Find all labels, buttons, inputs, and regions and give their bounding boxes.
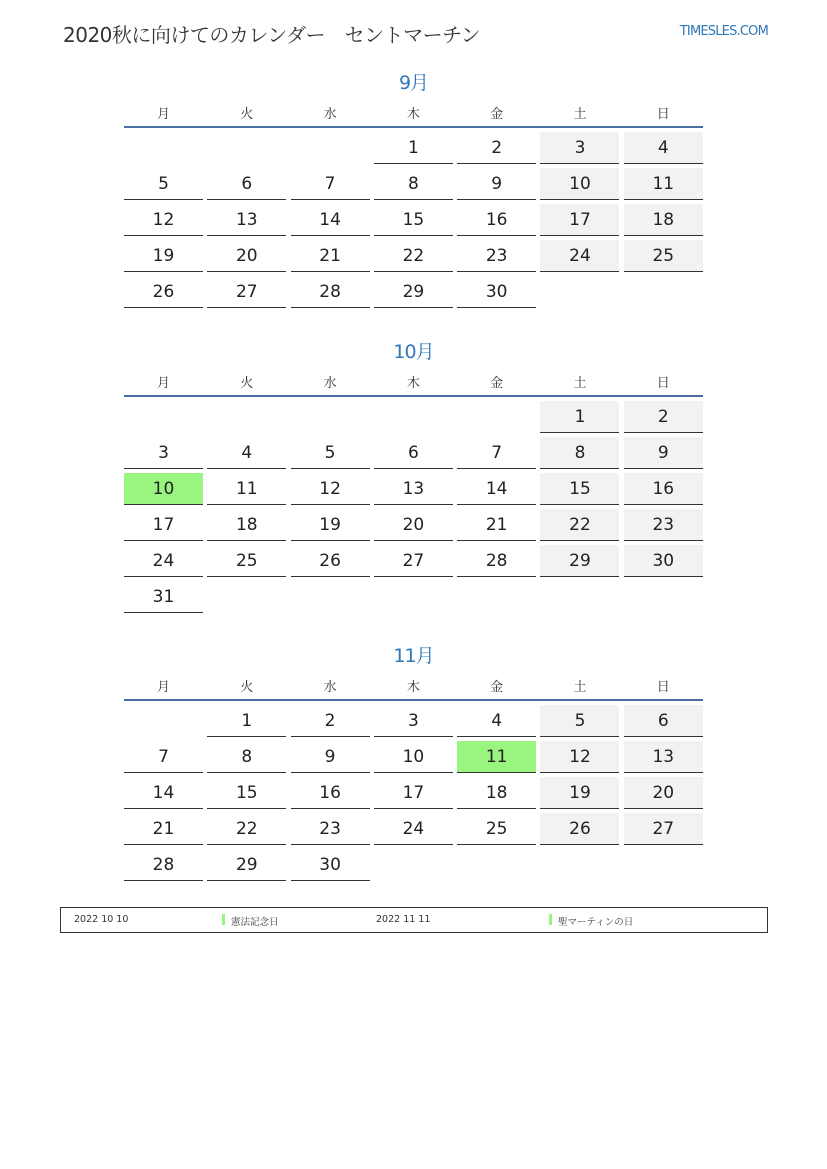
weekday-label: 金 xyxy=(490,106,504,122)
day-cell: 24 xyxy=(540,240,619,272)
day-cell: 6 xyxy=(374,437,453,469)
empty-cell xyxy=(291,401,370,432)
day-cell: 29 xyxy=(540,545,619,577)
day-cell: 14 xyxy=(124,777,203,809)
weekday-label: 金 xyxy=(490,375,504,391)
empty-cell xyxy=(124,132,203,163)
day-cell: 24 xyxy=(124,545,203,577)
weekday-label: 火 xyxy=(240,375,254,391)
day-cell: 19 xyxy=(291,509,370,541)
day-cell: 27 xyxy=(374,545,453,577)
day-grid xyxy=(124,401,703,617)
day-cell: 5 xyxy=(540,705,619,737)
day-cell: 18 xyxy=(624,204,703,236)
empty-cell xyxy=(124,705,203,736)
day-cell: 7 xyxy=(457,437,536,469)
empty-cell xyxy=(207,401,286,432)
weekday-header xyxy=(124,671,703,701)
day-cell: 17 xyxy=(124,509,203,541)
day-cell: 24 xyxy=(374,813,453,845)
day-cell: 13 xyxy=(207,204,286,236)
day-cell: 8 xyxy=(374,168,453,200)
empty-cell xyxy=(291,132,370,163)
day-cell: 10 xyxy=(374,741,453,773)
weekday-label: 日 xyxy=(656,679,670,695)
day-cell: 12 xyxy=(124,204,203,236)
day-cell: 15 xyxy=(540,473,619,505)
month-november xyxy=(124,641,703,885)
weekday-label: 木 xyxy=(406,679,420,695)
day-cell: 6 xyxy=(624,705,703,737)
month-title: 10月 xyxy=(393,341,434,363)
day-cell: 27 xyxy=(207,276,286,308)
day-cell: 16 xyxy=(457,204,536,236)
day-cell: 23 xyxy=(624,509,703,541)
month-september xyxy=(124,68,703,312)
empty-cell xyxy=(374,401,453,432)
day-cell: 5 xyxy=(291,437,370,469)
day-cell: 2 xyxy=(457,132,536,164)
day-cell: 30 xyxy=(457,276,536,308)
day-cell: 13 xyxy=(624,741,703,773)
day-cell: 21 xyxy=(124,813,203,845)
holiday-day-cell: 10 xyxy=(124,473,203,505)
day-cell: 20 xyxy=(624,777,703,809)
day-cell: 26 xyxy=(540,813,619,845)
day-cell: 9 xyxy=(291,741,370,773)
holiday-marker xyxy=(549,914,552,925)
day-cell: 21 xyxy=(457,509,536,541)
weekday-label: 月 xyxy=(156,679,170,695)
weekday-label: 木 xyxy=(406,106,420,122)
weekday-label: 火 xyxy=(240,679,254,695)
weekday-label: 土 xyxy=(573,106,587,122)
month-title: 11月 xyxy=(393,645,434,667)
day-cell: 11 xyxy=(207,473,286,505)
day-cell: 11 xyxy=(624,168,703,200)
legend-date-1: 2022 10 10 xyxy=(74,914,129,925)
day-cell: 3 xyxy=(124,437,203,469)
holiday-day-cell: 11 xyxy=(457,741,536,773)
day-cell: 28 xyxy=(457,545,536,577)
day-cell: 14 xyxy=(291,204,370,236)
day-cell: 6 xyxy=(207,168,286,200)
weekday-header xyxy=(124,98,703,128)
day-cell: 2 xyxy=(291,705,370,737)
day-cell: 31 xyxy=(124,581,203,613)
day-cell: 15 xyxy=(374,204,453,236)
day-grid xyxy=(124,132,703,312)
day-cell: 25 xyxy=(457,813,536,845)
day-cell: 25 xyxy=(207,545,286,577)
day-cell: 12 xyxy=(540,741,619,773)
day-cell: 13 xyxy=(374,473,453,505)
weekday-label: 日 xyxy=(656,106,670,122)
day-cell: 8 xyxy=(207,741,286,773)
day-cell: 28 xyxy=(291,276,370,308)
day-cell: 21 xyxy=(291,240,370,272)
day-cell: 4 xyxy=(457,705,536,737)
day-cell: 14 xyxy=(457,473,536,505)
day-cell: 19 xyxy=(124,240,203,272)
day-cell: 2 xyxy=(624,401,703,433)
day-cell: 7 xyxy=(124,741,203,773)
day-cell: 15 xyxy=(207,777,286,809)
page-title: 2020秋に向けてのカレンダー セントマーチン xyxy=(63,23,481,47)
day-cell: 5 xyxy=(124,168,203,200)
empty-cell xyxy=(124,401,203,432)
month-title: 9月 xyxy=(398,72,429,94)
weekday-label: 金 xyxy=(490,679,504,695)
weekday-label: 日 xyxy=(656,375,670,391)
day-cell: 23 xyxy=(291,813,370,845)
day-cell: 26 xyxy=(291,545,370,577)
day-cell: 17 xyxy=(374,777,453,809)
day-cell: 19 xyxy=(540,777,619,809)
day-cell: 17 xyxy=(540,204,619,236)
day-cell: 25 xyxy=(624,240,703,272)
day-cell: 22 xyxy=(540,509,619,541)
day-cell: 8 xyxy=(540,437,619,469)
day-cell: 22 xyxy=(207,813,286,845)
empty-cell xyxy=(207,132,286,163)
day-cell: 23 xyxy=(457,240,536,272)
day-cell: 26 xyxy=(124,276,203,308)
day-cell: 9 xyxy=(624,437,703,469)
day-cell: 30 xyxy=(624,545,703,577)
weekday-label: 水 xyxy=(323,679,337,695)
legend-date-2: 2022 11 11 xyxy=(376,914,431,925)
day-cell: 29 xyxy=(207,849,286,881)
weekday-label: 土 xyxy=(573,375,587,391)
site-link[interactable]: TIMESLES.COM xyxy=(679,24,768,39)
holiday-legend xyxy=(60,907,768,933)
day-cell: 22 xyxy=(374,240,453,272)
weekday-label: 土 xyxy=(573,679,587,695)
day-cell: 1 xyxy=(207,705,286,737)
month-october xyxy=(124,337,703,617)
day-cell: 3 xyxy=(540,132,619,164)
day-cell: 9 xyxy=(457,168,536,200)
day-cell: 28 xyxy=(124,849,203,881)
day-cell: 4 xyxy=(624,132,703,164)
weekday-label: 月 xyxy=(156,106,170,122)
weekday-label: 水 xyxy=(323,375,337,391)
day-cell: 1 xyxy=(540,401,619,433)
empty-cell xyxy=(457,401,536,432)
weekday-label: 木 xyxy=(406,375,420,391)
day-cell: 7 xyxy=(291,168,370,200)
day-cell: 27 xyxy=(624,813,703,845)
day-cell: 1 xyxy=(374,132,453,164)
day-cell: 10 xyxy=(540,168,619,200)
day-cell: 16 xyxy=(624,473,703,505)
day-cell: 30 xyxy=(291,849,370,881)
day-cell: 4 xyxy=(207,437,286,469)
legend-name-1: 憲法記念日 xyxy=(231,917,279,928)
day-cell: 16 xyxy=(291,777,370,809)
day-cell: 12 xyxy=(291,473,370,505)
day-grid xyxy=(124,705,703,885)
weekday-label: 月 xyxy=(156,375,170,391)
legend-name-2: 聖マーティンの日 xyxy=(558,917,634,928)
day-cell: 18 xyxy=(457,777,536,809)
holiday-marker xyxy=(222,914,225,925)
day-cell: 18 xyxy=(207,509,286,541)
weekday-label: 火 xyxy=(240,106,254,122)
day-cell: 20 xyxy=(374,509,453,541)
day-cell: 20 xyxy=(207,240,286,272)
day-cell: 3 xyxy=(374,705,453,737)
weekday-label: 水 xyxy=(323,106,337,122)
weekday-header xyxy=(124,367,703,397)
day-cell: 29 xyxy=(374,276,453,308)
